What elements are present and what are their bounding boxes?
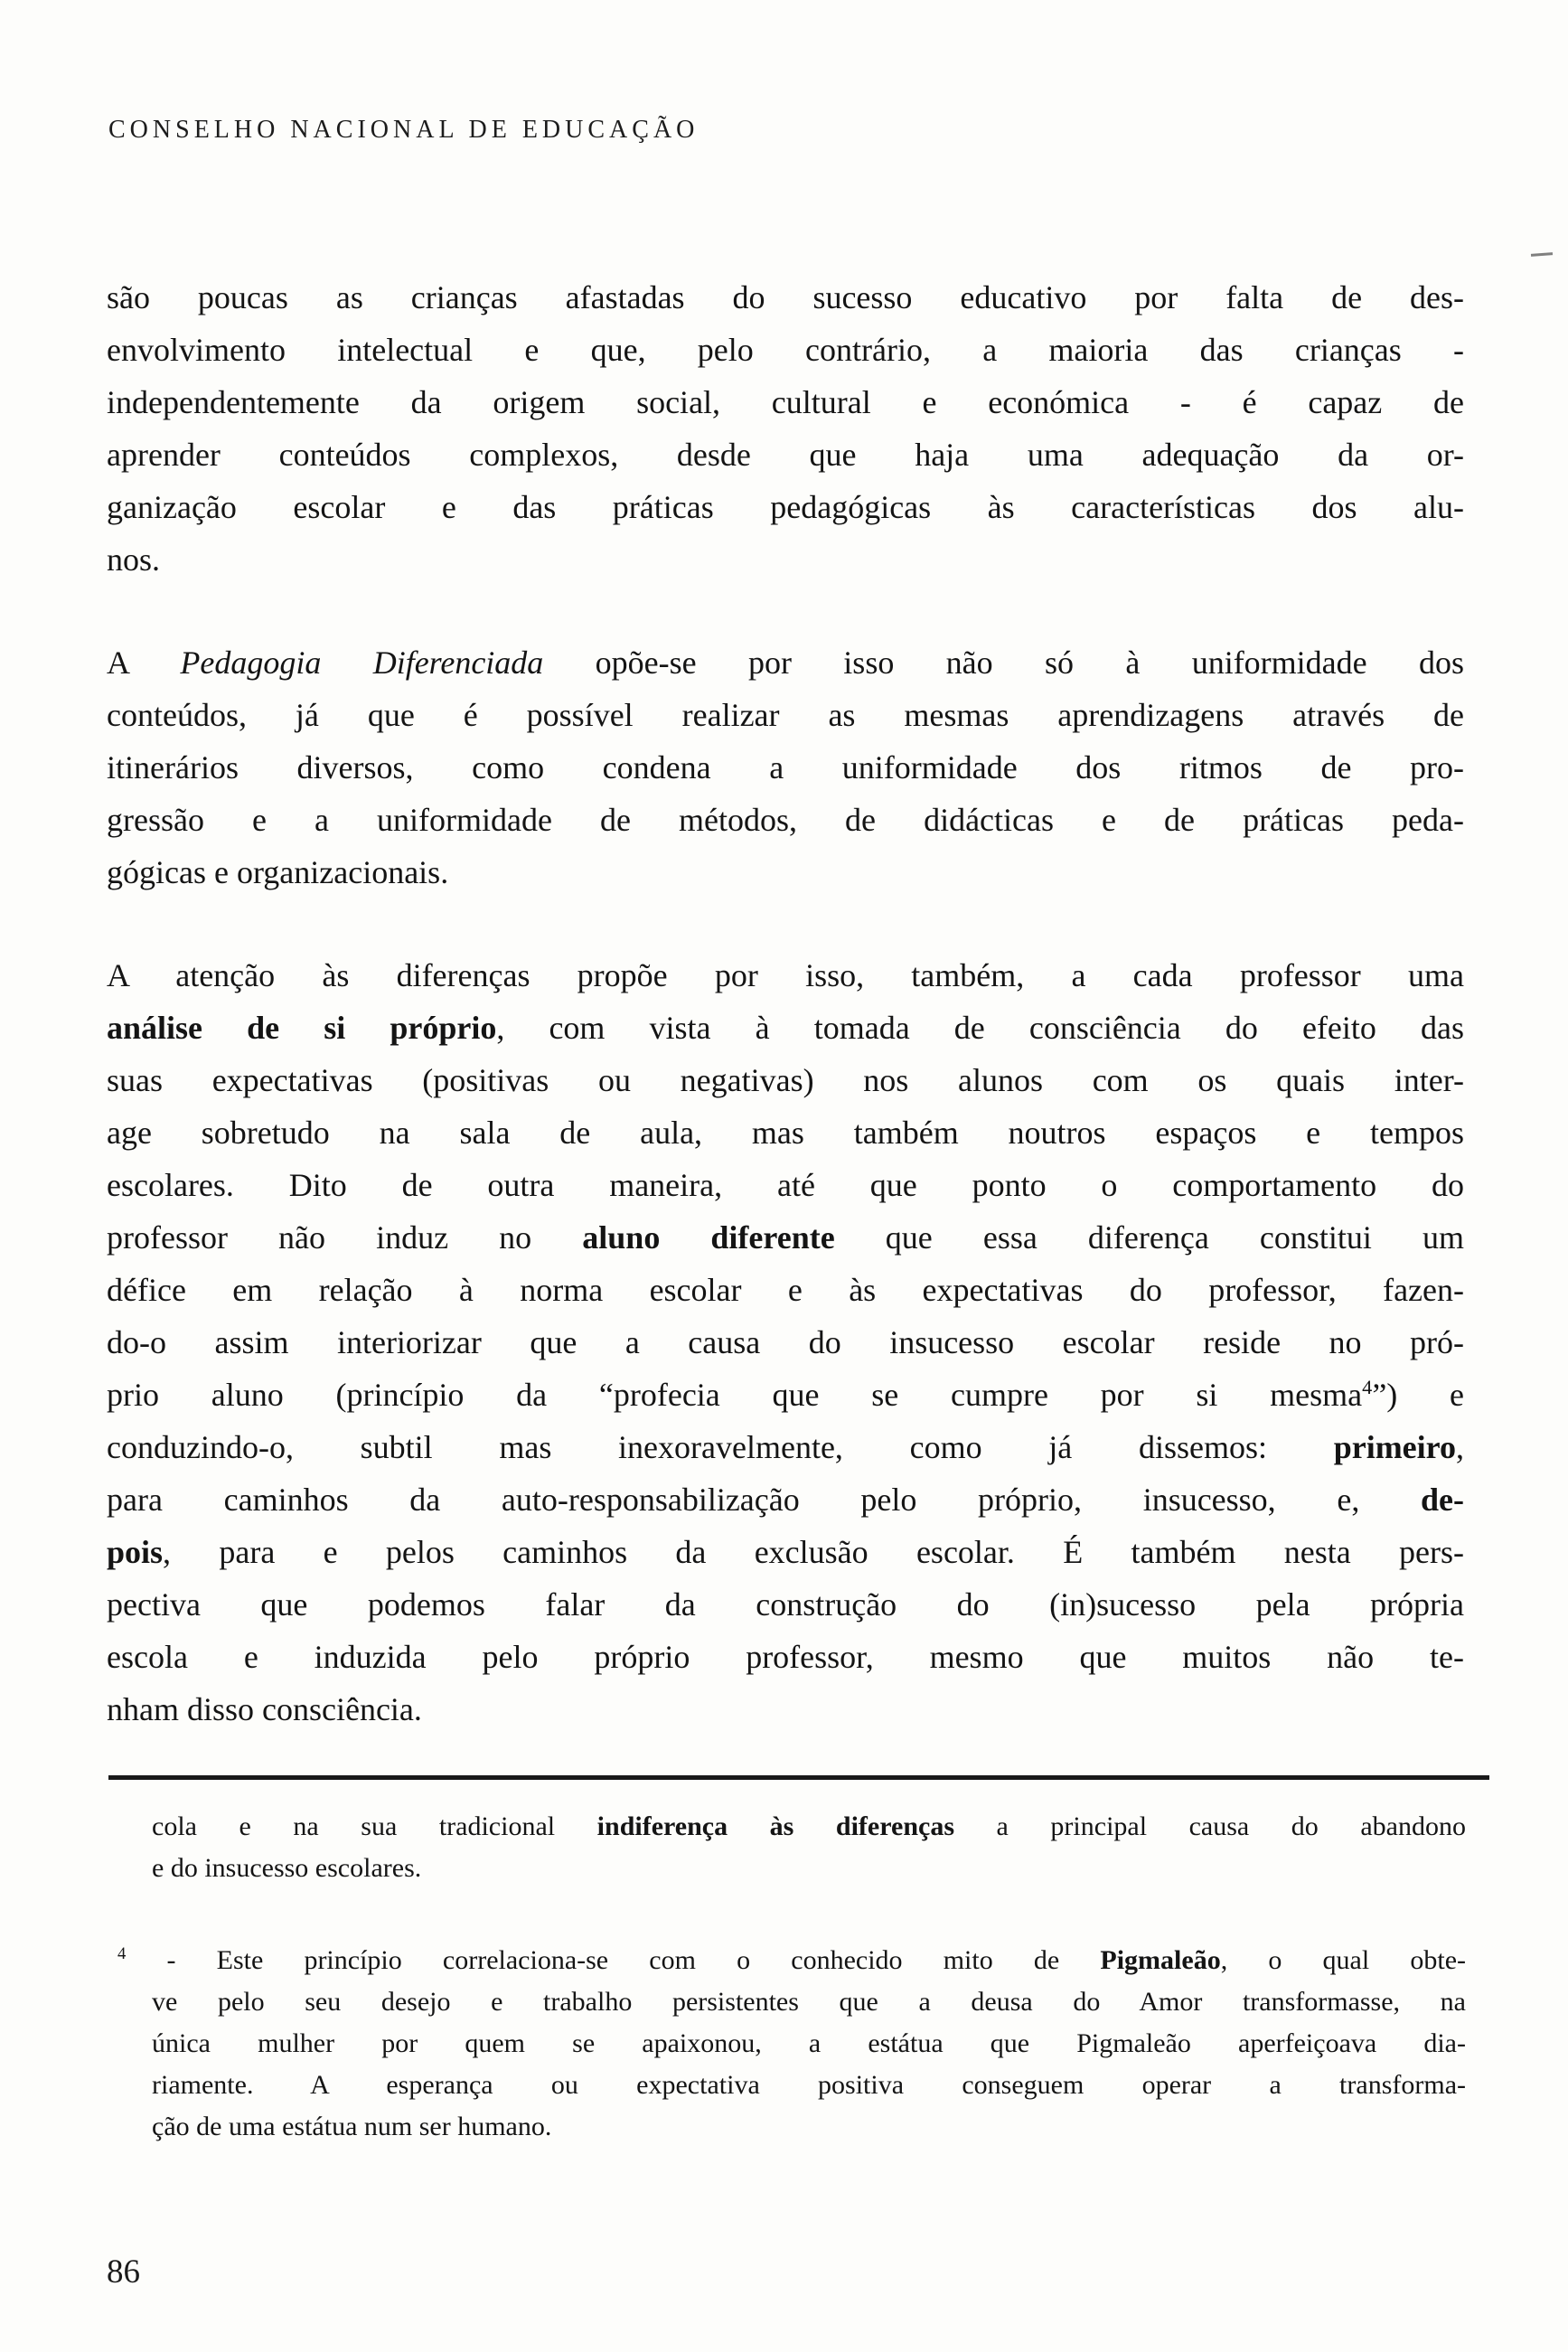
text-segment: de- (1421, 1482, 1464, 1518)
text-line (107, 1316, 1464, 1369)
text-segment: , o qual obte- (1220, 1945, 1466, 1975)
text-segment: aprender conteúdos complexos, desde que haja uma adequação da or- (107, 437, 1464, 473)
text-line (107, 376, 1464, 428)
text-line (107, 481, 1464, 533)
text-segment: conteúdos, já que é possível realizar as mesmas aprendizagens através de (107, 697, 1464, 733)
text-line (107, 1631, 1464, 1683)
text-segment: indiferença às diferenças (596, 1811, 954, 1841)
text-line (107, 794, 1464, 846)
text-segment: são poucas as crianças afastadas do sucesso educativo por falta de des- (107, 279, 1464, 315)
text-line (107, 1578, 1464, 1631)
text-segment: escolares. Dito de outra maneira, até que ponto o comportamento do (107, 1167, 1464, 1203)
text-segment: professor não induz no (107, 1219, 583, 1256)
text-segment: , com vista à tomada de consciência do efeito das (496, 1010, 1465, 1046)
text-segment: A atenção às diferenças propõe por isso, também, a cada professor uma (107, 957, 1464, 993)
text-segment: opõe-se por isso não só à uniformidade dos (543, 644, 1464, 681)
text-line (107, 1211, 1464, 1264)
text-line (107, 636, 1464, 689)
text-segment: única mulher por quem se apaixonou, a estátua que Pigmaleão aperfeiçoava dia- (152, 2028, 1466, 2058)
text-line (107, 271, 1464, 324)
text-line (107, 689, 1464, 741)
text-line (107, 1159, 1464, 1211)
text-line (107, 1526, 1464, 1578)
text-line (117, 2065, 1466, 2106)
text-segment: ve pelo seu desejo e trabalho persistentes que a deusa do Amor transformasse, na (152, 1987, 1466, 2017)
text-segment: ”) e (1372, 1377, 1465, 1413)
text-segment: pois (107, 1534, 164, 1570)
main-text-block (107, 271, 1464, 1736)
text-segment: independentemente da origem social, cultural e económica - é capaz de (107, 384, 1464, 420)
footnotes-block (117, 1806, 1466, 2148)
text-segment: 4 (117, 1944, 127, 1963)
text-line (107, 1002, 1464, 1054)
text-segment: , (1456, 1429, 1464, 1465)
text-segment: défice em relação à norma escolar e às expectativas do professor, fazen- (107, 1272, 1464, 1308)
text-line (117, 1940, 1466, 1981)
text-line (107, 1054, 1464, 1106)
text-line (117, 1806, 1466, 1848)
page-number: 86 (107, 2253, 140, 2291)
paragraph-2 (107, 636, 1464, 898)
text-line (107, 846, 1464, 898)
text-segment: age sobretudo na sala de aula, mas também noutros espaços e tempos (107, 1115, 1464, 1151)
text-line (117, 1981, 1466, 2023)
text-segment: para caminhos da auto-responsabilização pelo próprio, insucesso, e, (107, 1482, 1421, 1518)
text-line (107, 1369, 1464, 1421)
text-segment: Pigmaleão (1100, 1945, 1221, 1975)
text-segment: ganização escolar e das práticas pedagógicas às características dos alu- (107, 489, 1464, 525)
text-line (107, 1106, 1464, 1159)
text-segment: a principal causa do abandono (954, 1811, 1466, 1841)
text-segment: , para e pelos caminhos da exclusão escolar. É também nesta pers- (163, 1534, 1464, 1570)
text-segment: - Este princípio correlaciona-se com o conhecido mito de (126, 1945, 1101, 1975)
scan-artifact-mark (1531, 252, 1553, 257)
text-segment: análise de si próprio (107, 1010, 497, 1046)
text-segment: e do insucesso escolares. (152, 1853, 422, 1883)
text-segment: envolvimento intelectual e que, pelo contrário, a maioria das crianças - (107, 332, 1464, 368)
text-line (117, 1848, 1466, 1889)
text-segment: prio aluno (princípio da “profecia que se cumpre por si mesma (107, 1377, 1363, 1413)
footnote-divider-rule (108, 1775, 1489, 1780)
paragraph-1 (107, 271, 1464, 586)
footnote-continuation (117, 1806, 1466, 1889)
text-line (107, 1473, 1464, 1526)
text-line (117, 2023, 1466, 2065)
text-line (117, 2106, 1466, 2148)
text-segment: nos. (107, 541, 161, 578)
text-segment: primeiro (1333, 1429, 1456, 1465)
text-segment: riamente. A esperança ou expectativa positiva conseguem operar a transforma- (152, 2070, 1466, 2100)
text-segment: escola e induzida pelo próprio professor, mesmo que muitos não te- (107, 1639, 1464, 1675)
text-line (107, 1264, 1464, 1316)
text-line (107, 533, 1464, 586)
footnote-4 (117, 1940, 1466, 2148)
text-segment: do-o assim interiorizar que a causa do insucesso escolar reside no pró- (107, 1324, 1464, 1360)
text-segment: A (107, 644, 181, 681)
text-segment: gógicas e organizacionais. (107, 854, 449, 890)
text-segment: cola e na sua tradicional (152, 1811, 597, 1841)
text-line (107, 428, 1464, 481)
text-segment: 4 (1362, 1376, 1373, 1398)
text-segment: ção de uma estátua num ser humano. (152, 2112, 552, 2141)
text-segment: suas expectativas (positivas ou negativas) nos alunos com os quais inter- (107, 1062, 1464, 1098)
text-segment: Pedagogia Diferenciada (180, 644, 544, 681)
text-segment: pectiva que podemos falar da construção do (in)sucesso pela própria (107, 1586, 1464, 1623)
running-header: CONSELHO NACIONAL DE EDUCAÇÃO (108, 116, 699, 144)
text-segment: que essa diferença constitui um (834, 1219, 1464, 1256)
text-segment: conduzindo-o, subtil mas inexoravelmente, como já dissemos: (107, 1429, 1334, 1465)
text-segment: aluno diferente (582, 1219, 835, 1256)
text-segment: itinerários diversos, como condena a uniformidade dos ritmos de pro- (107, 749, 1464, 786)
text-line (107, 741, 1464, 794)
text-line (107, 949, 1464, 1002)
text-segment: nham disso consciência. (107, 1691, 422, 1727)
text-segment: gressão e a uniformidade de métodos, de didácticas e de práticas peda- (107, 802, 1464, 838)
paragraph-3 (107, 949, 1464, 1736)
text-line (107, 324, 1464, 376)
text-line (107, 1421, 1464, 1473)
text-line (107, 1683, 1464, 1736)
